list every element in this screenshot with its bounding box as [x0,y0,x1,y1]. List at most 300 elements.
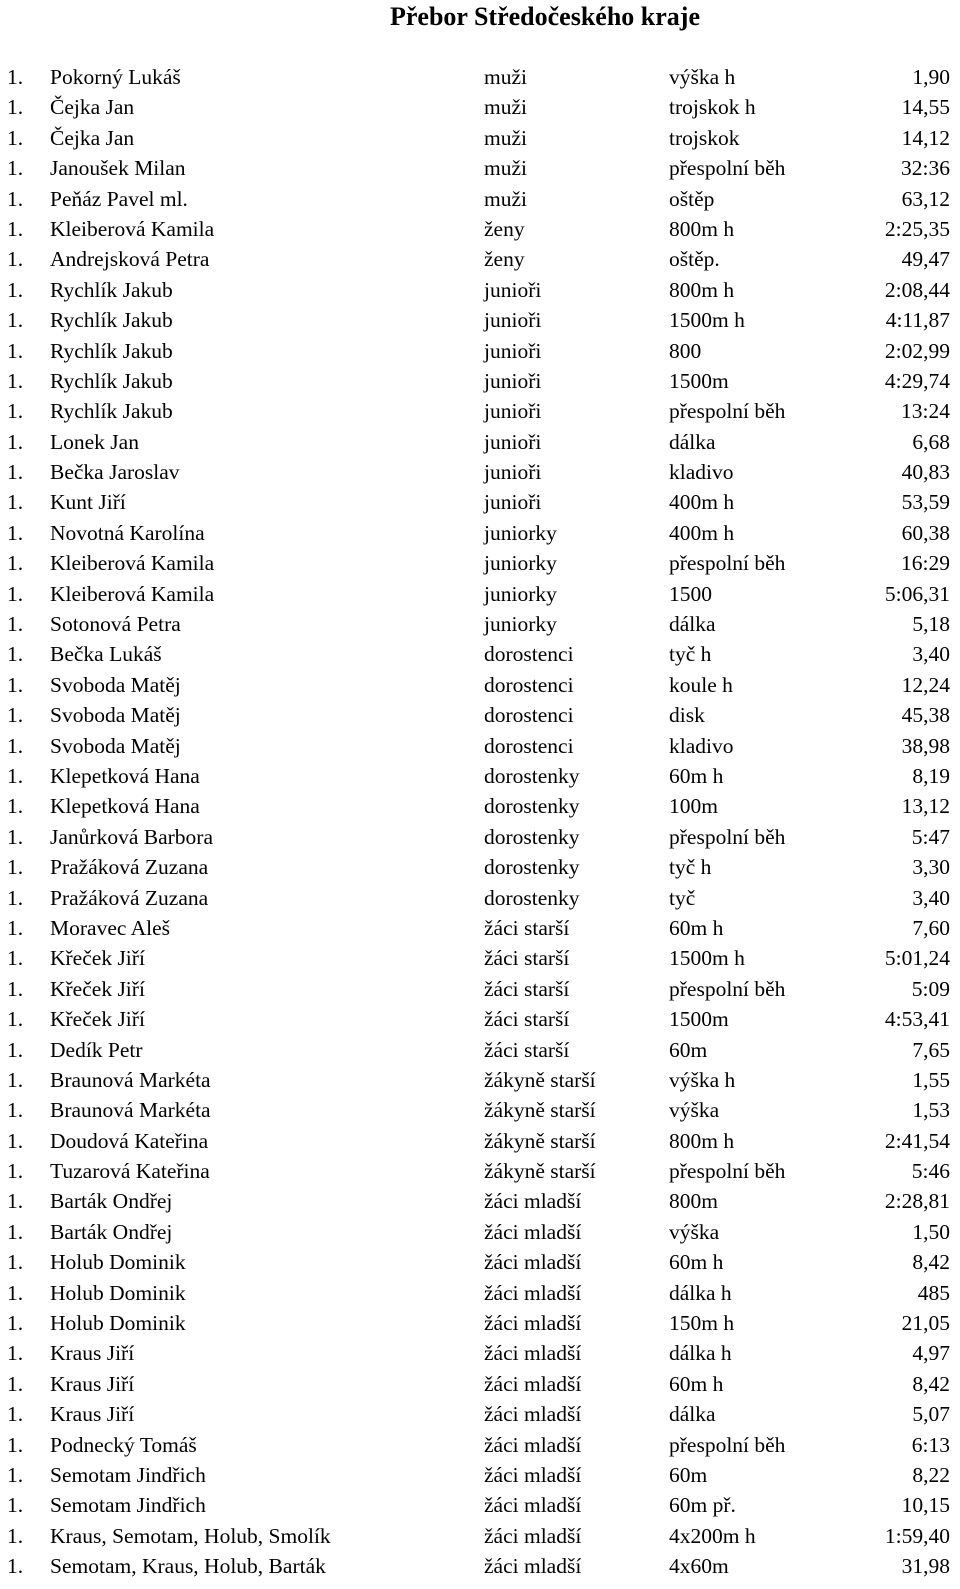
result-name: Křeček Jiří [50,976,145,1001]
result-value: 1,90 [912,65,950,89]
result-discipline: přespolní běh [669,551,786,576]
result-name: Holub Dominik [50,1280,186,1305]
result-value: 4:11,87 [885,308,950,333]
result-discipline: tyč h [669,642,712,667]
result-name: Tuzarová Kateřina [50,1159,210,1184]
result-discipline: 60m př. [669,1493,736,1518]
result-discipline: 60m h [669,1371,724,1396]
result-rank: 1. [7,308,24,333]
result-rank: 1. [7,156,24,181]
result-value: 1,55 [912,1067,950,1092]
result-name: Andrejsková Petra [50,247,210,272]
result-name: Kunt Jiří [50,490,126,515]
result-category: dorostenci [484,703,574,728]
result-category: juniorky [484,551,557,576]
result-value: 3,40 [912,642,950,667]
result-rank: 1. [7,125,24,150]
result-value: 21,05 [901,1311,950,1336]
result-row [0,305,960,335]
result-category: žákyně starší [484,1067,596,1092]
result-discipline: trojskok [669,125,740,150]
result-name: Barták Ondřej [50,1219,173,1244]
result-discipline: 800m h [669,216,735,241]
result-category: žáci mladší [484,1462,582,1487]
result-discipline: 1500m h [669,946,745,971]
result-name: Svoboda Matěj [50,672,181,697]
result-row [0,761,960,791]
result-rank: 1. [7,1493,24,1518]
result-category: muži [484,156,527,181]
result-discipline: přespolní běh [669,976,786,1001]
result-rank: 1. [7,551,24,576]
result-row [0,1278,960,1308]
result-category: žáci starší [484,946,570,971]
result-category: žáci mladší [484,1341,582,1366]
result-value: 8,22 [912,1462,950,1487]
result-discipline: 1500m [669,1007,729,1032]
result-row [0,366,960,396]
result-row [0,1521,960,1551]
result-value: 5:47 [911,824,950,849]
result-rank: 1. [7,1128,24,1153]
result-name: Kraus Jiří [50,1402,135,1427]
result-rank: 1. [7,368,24,393]
result-discipline: 1500m [669,368,729,393]
result-row [0,609,960,639]
result-value: 13,12 [901,794,950,819]
result-value: 53,59 [901,490,950,515]
result-discipline: trojskok h [669,95,756,120]
result-discipline: přespolní běh [669,156,786,181]
result-discipline: dálka [669,1402,716,1427]
result-value: 14,12 [901,125,950,150]
result-name: Rychlík Jakub [50,308,173,333]
result-rank: 1. [7,216,24,241]
result-category: žáci starší [484,976,570,1001]
result-discipline: výška [669,1098,720,1123]
result-rank: 1. [7,1341,24,1366]
result-category: junioři [484,308,542,333]
result-name: Čejka Jan [50,125,135,150]
result-name: Kleiberová Kamila [50,216,215,241]
result-category: junioři [484,490,542,515]
result-category: žáci mladší [484,1554,582,1579]
result-discipline: přespolní běh [669,1159,786,1184]
result-name: Janůrková Barbora [50,824,213,849]
result-rank: 1. [7,1402,24,1427]
result-category: junioři [484,460,542,485]
result-value: 485 [917,1280,950,1305]
result-name: Čejka Jan [50,95,135,120]
result-name: Rychlík Jakub [50,338,173,363]
result-rank: 1. [7,1280,24,1305]
result-rank: 1. [7,520,24,545]
result-category: dorostenky [484,824,580,849]
result-rank: 1. [7,1432,24,1457]
result-discipline: 400m h [669,490,735,515]
result-row [0,1338,960,1368]
result-value: 3,30 [912,855,950,880]
result-row [0,123,960,153]
result-row [0,1095,960,1125]
result-category: juniorky [484,612,557,637]
result-category: žáci mladší [484,1402,582,1427]
result-discipline: kladivo [669,733,734,758]
result-category: ženy [484,247,525,272]
result-category: muži [484,65,527,89]
result-row [0,1156,960,1186]
result-category: žáci mladší [484,1189,582,1214]
result-name: Braunová Markéta [50,1098,211,1123]
result-name: Bečka Jaroslav [50,460,180,485]
result-value: 2:08,44 [884,277,950,302]
result-name: Dedík Petr [50,1037,143,1062]
result-value: 6:13 [911,1432,950,1457]
result-row [0,214,960,244]
result-rank: 1. [7,581,24,606]
result-rank: 1. [7,399,24,424]
result-row [0,1490,960,1520]
result-rank: 1. [7,1523,24,1548]
result-discipline: tyč h [669,855,712,880]
result-name: Semotam Jindřich [50,1462,206,1487]
result-rank: 1. [7,186,24,211]
result-row [0,700,960,730]
result-value: 5:06,31 [884,581,950,606]
result-value: 63,12 [901,186,950,211]
result-row [0,670,960,700]
result-row [0,1065,960,1095]
result-category: junioři [484,338,542,363]
result-name: Sotonová Petra [50,612,181,637]
result-discipline: dálka h [669,1280,732,1305]
result-discipline: 800 [669,338,702,363]
result-discipline: oštěp [669,186,715,211]
result-rank: 1. [7,429,24,454]
result-discipline: výška h [669,1067,736,1092]
result-rank: 1. [7,1219,24,1244]
result-category: junioři [484,277,542,302]
result-row [0,852,960,882]
result-discipline: 800m h [669,277,735,302]
result-value: 4:53,41 [884,1007,950,1032]
result-value: 1,50 [912,1219,950,1244]
result-discipline: kladivo [669,460,734,485]
result-rank: 1. [7,1554,24,1579]
result-name: Kraus Jiří [50,1341,135,1366]
result-row [0,822,960,852]
result-name: Kleiberová Kamila [50,551,215,576]
result-value: 10,15 [901,1493,950,1518]
result-rank: 1. [7,612,24,637]
results-list [0,62,960,1582]
result-rank: 1. [7,247,24,272]
result-name: Podnecký Tomáš [50,1432,197,1457]
result-row [0,1126,960,1156]
result-row [0,184,960,214]
result-row [0,1399,960,1429]
result-value: 60,38 [901,520,950,545]
result-name: Kraus Jiří [50,1371,135,1396]
result-category: žáci mladší [484,1493,582,1518]
result-row [0,275,960,305]
result-row [0,1004,960,1034]
result-rank: 1. [7,277,24,302]
result-value: 16:29 [901,551,950,576]
result-discipline: 60m [669,1037,708,1062]
result-rank: 1. [7,885,24,910]
result-rank: 1. [7,460,24,485]
result-row [0,1551,960,1581]
result-rank: 1. [7,490,24,515]
result-category: junioři [484,429,542,454]
result-rank: 1. [7,1250,24,1275]
result-rank: 1. [7,733,24,758]
result-value: 8,19 [912,763,950,788]
result-row [0,1369,960,1399]
result-rank: 1. [7,915,24,940]
result-discipline: 4x200m h [669,1523,756,1548]
result-value: 4,97 [912,1341,950,1366]
result-discipline: tyč [669,885,696,910]
result-discipline: přespolní běh [669,824,786,849]
result-row [0,1217,960,1247]
result-rank: 1. [7,1462,24,1487]
result-category: žáci mladší [484,1371,582,1396]
result-category: muži [484,125,527,150]
result-rank: 1. [7,95,24,120]
result-discipline: 100m [669,794,718,819]
result-rank: 1. [7,976,24,1001]
result-discipline: 60m h [669,915,724,940]
result-row [0,883,960,913]
result-category: ženy [484,216,525,241]
result-discipline: 60m h [669,763,724,788]
result-discipline: přespolní běh [669,1432,786,1457]
result-rank: 1. [7,946,24,971]
result-row [0,518,960,548]
result-discipline: 800m h [669,1128,735,1153]
result-value: 8,42 [912,1371,950,1396]
result-row [0,974,960,1004]
result-rank: 1. [7,338,24,363]
result-value: 12,24 [901,672,950,697]
result-value: 5:09 [911,976,950,1001]
result-name: Braunová Markéta [50,1067,211,1092]
result-name: Bečka Lukáš [50,642,162,667]
result-category: muži [484,186,527,211]
result-value: 13:24 [901,399,950,424]
result-value: 1,53 [912,1098,950,1123]
result-value: 14,55 [901,95,950,120]
result-row [0,457,960,487]
result-row [0,943,960,973]
result-name: Pokorný Lukáš [50,65,181,89]
result-rank: 1. [7,1007,24,1032]
result-row [0,396,960,426]
result-name: Janoušek Milan [50,156,186,181]
result-category: muži [484,95,527,120]
result-rank: 1. [7,763,24,788]
result-value: 32:36 [901,156,950,181]
result-category: žákyně starší [484,1128,596,1153]
result-discipline: 1500 [669,581,712,606]
result-name: Holub Dominik [50,1311,186,1336]
result-rank: 1. [7,794,24,819]
result-category: junioři [484,399,542,424]
result-name: Křeček Jiří [50,946,145,971]
result-name: Moravec Aleš [50,915,171,940]
result-category: juniorky [484,581,557,606]
result-value: 7,65 [912,1037,950,1062]
result-category: dorostenci [484,733,574,758]
result-rank: 1. [7,642,24,667]
result-category: dorostenky [484,794,580,819]
result-category: juniorky [484,520,557,545]
result-rank: 1. [7,1189,24,1214]
result-discipline: koule h [669,672,733,697]
result-discipline: 400m h [669,520,735,545]
result-row [0,639,960,669]
result-value: 49,47 [901,247,950,272]
result-category: dorostenci [484,642,574,667]
result-row [0,1430,960,1460]
result-row [0,1308,960,1338]
result-name: Rychlík Jakub [50,277,173,302]
result-name: Kraus, Semotam, Holub, Smolík [50,1523,331,1548]
result-category: žáci starší [484,1007,570,1032]
result-category: dorostenky [484,763,580,788]
result-value: 2:25,35 [884,216,950,241]
result-value: 2:28,81 [884,1189,950,1214]
result-row [0,548,960,578]
result-row [0,1035,960,1065]
result-name: Semotam, Kraus, Holub, Barták [50,1554,326,1579]
result-name: Barták Ondřej [50,1189,173,1214]
result-row [0,92,960,122]
result-name: Novotná Karolína [50,520,205,545]
result-value: 38,98 [901,733,950,758]
result-rank: 1. [7,1067,24,1092]
result-value: 5,18 [912,612,950,637]
result-category: žáci mladší [484,1432,582,1457]
result-name: Holub Dominik [50,1250,186,1275]
result-value: 1:59,40 [884,1523,950,1548]
result-category: žákyně starší [484,1098,596,1123]
result-name: Pražáková Zuzana [50,855,209,880]
result-row [0,1186,960,1216]
result-discipline: 60m [669,1462,708,1487]
result-name: Kleiberová Kamila [50,581,215,606]
result-category: žáci starší [484,915,570,940]
result-value: 7,60 [912,915,950,940]
result-row [0,791,960,821]
result-value: 4:29,74 [884,368,950,393]
result-name: Lonek Jan [50,429,139,454]
result-discipline: disk [669,703,705,728]
result-row [0,1247,960,1277]
result-discipline: 800m [669,1189,718,1214]
result-row [0,427,960,457]
result-category: dorostenky [484,855,580,880]
result-value: 3,40 [912,885,950,910]
result-value: 2:02,99 [884,338,950,363]
result-discipline: přespolní běh [669,399,786,424]
result-category: junioři [484,368,542,393]
result-discipline: výška [669,1219,720,1244]
result-discipline: 60m h [669,1250,724,1275]
result-value: 5:46 [911,1159,950,1184]
result-row [0,62,960,92]
result-name: Doudová Kateřina [50,1128,209,1153]
result-category: žáci mladší [484,1219,582,1244]
result-row [0,913,960,943]
result-discipline: 150m h [669,1311,735,1336]
result-discipline: 4x60m [669,1554,729,1579]
result-value: 31,98 [901,1554,950,1579]
result-value: 8,42 [912,1250,950,1275]
result-value: 2:41,54 [884,1128,950,1153]
result-row [0,244,960,274]
result-category: žáci mladší [484,1523,582,1548]
result-name: Svoboda Matěj [50,733,181,758]
result-value: 5,07 [912,1402,950,1427]
result-discipline: dálka [669,612,716,637]
result-rank: 1. [7,1311,24,1336]
result-rank: 1. [7,672,24,697]
result-discipline: 1500m h [669,308,745,333]
result-row [0,1460,960,1490]
result-category: dorostenky [484,885,580,910]
result-category: dorostenci [484,672,574,697]
result-category: žáci mladší [484,1250,582,1275]
result-name: Rychlík Jakub [50,368,173,393]
result-category: žákyně starší [484,1159,596,1184]
result-rank: 1. [7,855,24,880]
result-name: Klepetková Hana [50,763,200,788]
result-name: Rychlík Jakub [50,399,173,424]
result-value: 6,68 [912,429,950,454]
result-name: Peňáz Pavel ml. [50,186,188,211]
result-rank: 1. [7,1371,24,1396]
result-name: Svoboda Matěj [50,703,181,728]
result-rank: 1. [7,703,24,728]
result-name: Semotam Jindřich [50,1493,206,1518]
result-discipline: výška h [669,65,736,89]
result-name: Křeček Jiří [50,1007,145,1032]
result-rank: 1. [7,1037,24,1062]
result-rank: 1. [7,1159,24,1184]
result-category: žáci starší [484,1037,570,1062]
result-name: Klepetková Hana [50,794,200,819]
result-discipline: dálka [669,429,716,454]
result-row [0,579,960,609]
result-row [0,153,960,183]
result-name: Pražáková Zuzana [50,885,209,910]
result-discipline: dálka h [669,1341,732,1366]
result-value: 45,38 [901,703,950,728]
result-rank: 1. [7,1098,24,1123]
result-row [0,336,960,366]
result-value: 40,83 [901,460,950,485]
result-category: žáci mladší [484,1280,582,1305]
result-value: 5:01,24 [884,946,950,971]
result-row [0,731,960,761]
page-title: Přebor Středočeského kraje [389,2,700,31]
result-category: žáci mladší [484,1311,582,1336]
result-row [0,487,960,517]
result-rank: 1. [7,824,24,849]
